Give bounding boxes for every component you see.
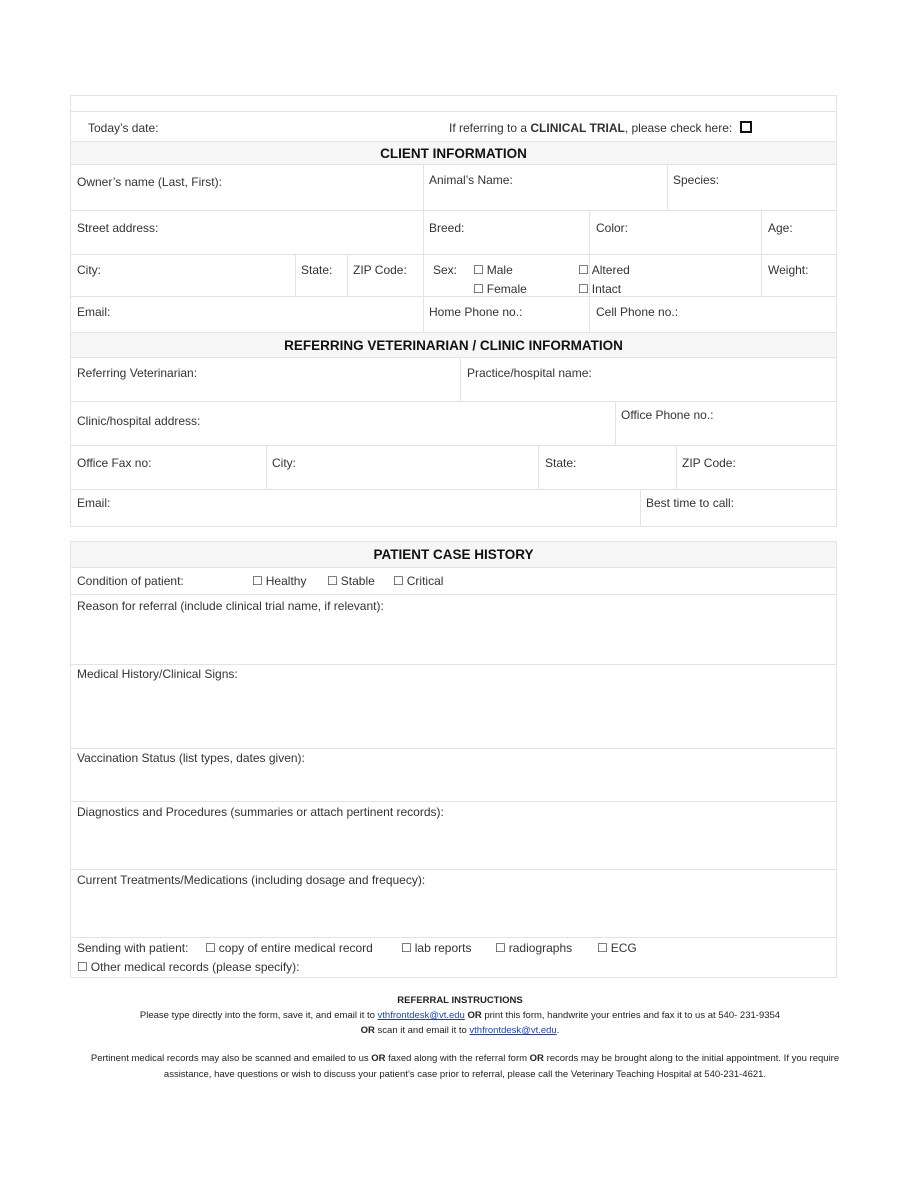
reason-row <box>71 595 836 665</box>
color-field[interactable]: Color: <box>596 221 629 235</box>
instructions-line-1: Please type directly into the form, save it, and email it to vthfrontdesk@vt.edu OR print this form, handwrite your entries and fax it to us at 540- 231-9354 <box>139 1010 781 1021</box>
best-time-field[interactable]: Best time to call: <box>646 496 735 510</box>
other-records-option[interactable]: ☐ Other medical records (please specify): <box>77 960 300 974</box>
checkbox-icon[interactable]: ☐ <box>495 941 506 955</box>
checkbox-icon[interactable]: ☐ <box>205 941 216 955</box>
office-fax-field[interactable]: Office Fax no: <box>77 456 152 470</box>
referring-email-row <box>71 490 836 526</box>
weight-field[interactable]: Weight: <box>768 263 809 277</box>
records-paragraph: Pertinent medical records may also be scanned and emailed to us OR faxed along with the referral form OR records may be brought along to the initial appointment. If you require assistance, have questions or wish to discuss your patient’s case prior to referral, please call the Veterinary Teaching Hospital at 540-231-4621. <box>90 1053 840 1080</box>
diagnostics-field[interactable]: Diagnostics and Procedures (summaries or attach pertinent records): <box>77 805 444 819</box>
vaccination-row <box>71 749 836 802</box>
referring-vet-field[interactable]: Referring Veterinarian: <box>77 366 198 380</box>
healthy-option[interactable]: ☐ Healthy <box>252 574 307 588</box>
critical-option[interactable]: ☐ Critical <box>393 574 444 588</box>
referring-email-field[interactable]: Email: <box>77 496 111 510</box>
checkbox-icon[interactable]: ☐ <box>473 282 484 296</box>
date-row <box>71 112 836 142</box>
vaccination-field[interactable]: Vaccination Status (list types, dates given): <box>77 751 305 765</box>
checkbox-icon[interactable]: ☐ <box>597 941 608 955</box>
lab-reports-option[interactable]: ☐ lab reports <box>401 941 472 955</box>
referring-zip-field[interactable]: ZIP Code: <box>682 456 736 470</box>
instructions-title: REFERRAL INSTRUCTIONS <box>397 995 523 1006</box>
medical-history-field[interactable]: Medical History/Clinical Signs: <box>77 667 238 681</box>
owner-name-field[interactable]: Owner’s name (Last, First): <box>77 175 222 189</box>
medical-history-row <box>71 665 836 749</box>
street-address-field[interactable]: Street address: <box>77 221 159 235</box>
office-phone-field[interactable]: Office Phone no.: <box>621 408 714 422</box>
client-header-row <box>71 142 836 165</box>
copy-record-option[interactable]: ☐ copy of entire medical record <box>205 941 373 955</box>
checkbox-icon[interactable]: ☐ <box>252 574 263 588</box>
checkbox-icon[interactable]: ☐ <box>327 574 338 588</box>
altered-option[interactable]: ☐ Altered <box>578 263 630 277</box>
clinical-trial-label: If referring to a CLINICAL TRIAL, please check here: <box>449 121 752 135</box>
patient-history-section <box>70 541 837 978</box>
vet-row <box>71 358 836 402</box>
email-link-2[interactable]: vthfrontdesk@vt.edu <box>469 1025 557 1036</box>
checkbox-icon[interactable]: ☐ <box>393 574 404 588</box>
condition-row <box>71 568 836 595</box>
referral-instructions <box>70 993 850 1038</box>
referring-state-field[interactable]: State: <box>545 456 577 470</box>
clinic-address-row <box>71 402 836 446</box>
top-spacer-row <box>71 96 836 112</box>
condition-label: Condition of patient: <box>77 574 184 588</box>
diagnostics-row <box>71 802 836 870</box>
email-link[interactable]: vthfrontdesk@vt.edu <box>377 1010 465 1021</box>
checkbox-icon[interactable]: ☐ <box>473 263 484 277</box>
history-header-row <box>71 542 836 568</box>
owner-row <box>71 165 836 211</box>
fax-row <box>71 446 836 490</box>
checkbox-icon[interactable]: ☐ <box>401 941 412 955</box>
city-field[interactable]: City: <box>77 263 101 277</box>
practice-name-field[interactable]: Practice/hospital name: <box>467 366 592 380</box>
sex-label: Sex: <box>433 263 458 277</box>
animal-name-field[interactable]: Animal’s Name: <box>429 173 513 187</box>
reason-field[interactable]: Reason for referral (include clinical trial name, if relevant): <box>77 599 384 613</box>
clinic-address-field[interactable]: Clinic/hospital address: <box>77 414 201 428</box>
home-phone-field[interactable]: Home Phone no.: <box>429 305 523 319</box>
sending-row <box>71 938 836 979</box>
state-field[interactable]: State: <box>301 263 333 277</box>
radiographs-option[interactable]: ☐ radiographs <box>495 941 573 955</box>
intact-option[interactable]: ☐ Intact <box>578 282 622 296</box>
referring-information-heading: REFERRING VETERINARIAN / CLINIC INFORMATION <box>284 338 623 353</box>
patient-history-heading: PATIENT CASE HISTORY <box>373 547 534 562</box>
zip-field[interactable]: ZIP Code: <box>353 263 407 277</box>
species-field[interactable]: Species: <box>673 173 720 187</box>
female-option[interactable]: ☐ Female <box>473 282 527 296</box>
sending-label: Sending with patient: <box>77 941 189 955</box>
checkbox-icon[interactable]: ☐ <box>77 960 88 974</box>
cell-phone-field[interactable]: Cell Phone no.: <box>596 305 679 319</box>
todays-date-label: Today’s date: <box>88 121 159 135</box>
ecg-option[interactable]: ☐ ECG <box>597 941 637 955</box>
client-referring-section <box>70 95 837 527</box>
age-field[interactable]: Age: <box>768 221 793 235</box>
client-email-field[interactable]: Email: <box>77 305 111 319</box>
treatments-row <box>71 870 836 938</box>
referring-header-row <box>71 333 836 358</box>
male-option[interactable]: ☐ Male <box>473 263 513 277</box>
city-row <box>71 255 836 297</box>
referring-city-field[interactable]: City: <box>272 456 296 470</box>
stable-option[interactable]: ☐ Stable <box>327 574 375 588</box>
treatments-field[interactable]: Current Treatments/Medications (including dosage and frequecy): <box>77 873 426 887</box>
checkbox-icon[interactable]: ☐ <box>578 263 589 277</box>
client-email-row <box>71 297 836 333</box>
client-information-heading: CLIENT INFORMATION <box>380 146 527 161</box>
checkbox-icon[interactable]: ☐ <box>578 282 589 296</box>
street-row <box>71 211 836 255</box>
clinical-trial-checkbox[interactable] <box>740 121 752 133</box>
breed-field[interactable]: Breed: <box>429 221 465 235</box>
instructions-line-2: OR scan it and email it to vthfrontdesk@vt.edu. <box>360 1025 560 1036</box>
